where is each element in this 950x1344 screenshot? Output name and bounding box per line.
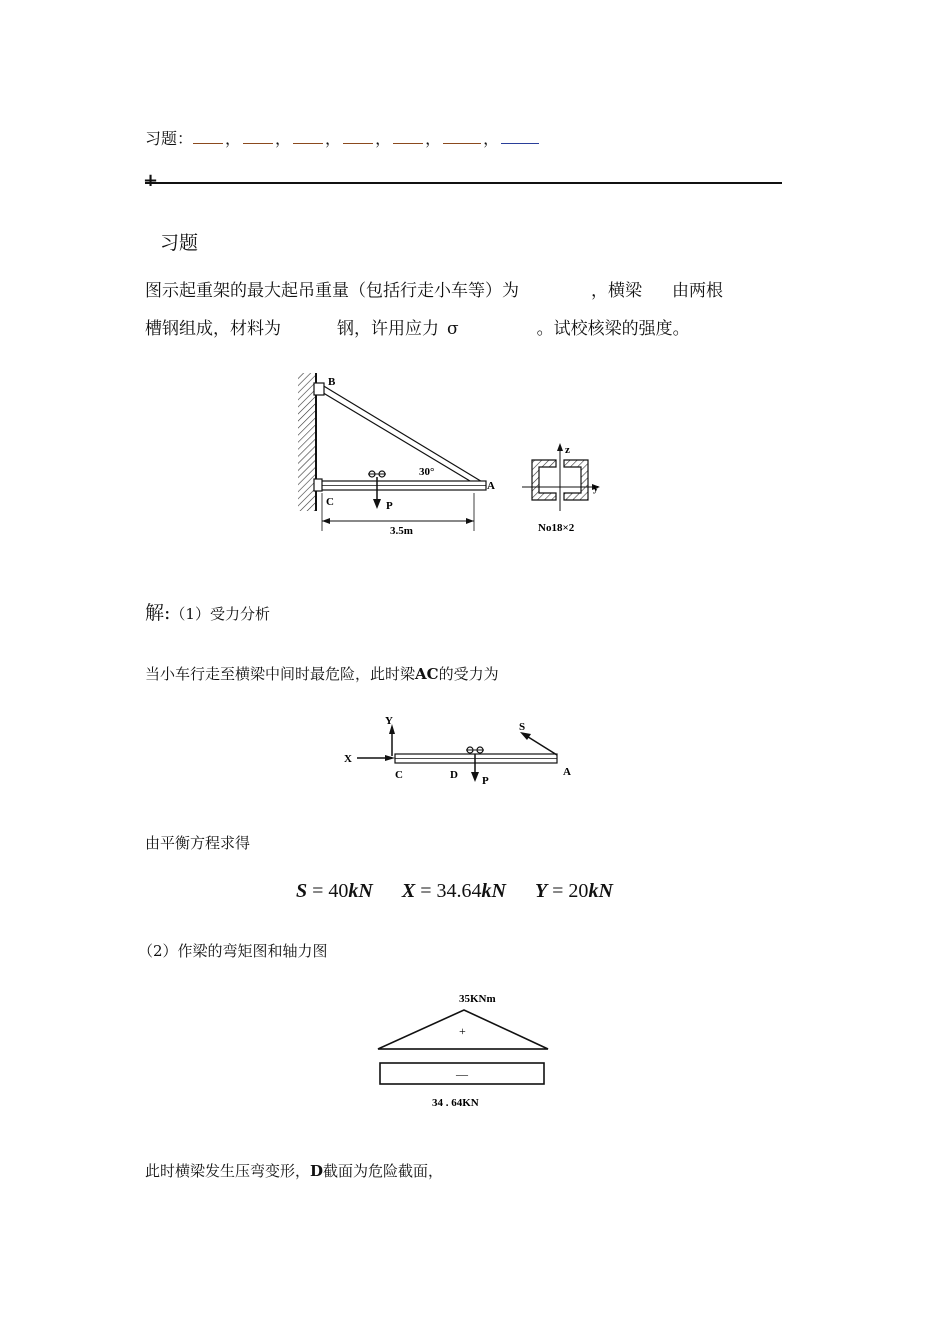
nav-link-2[interactable] <box>243 129 273 144</box>
svg-text:+: + <box>459 1024 466 1038</box>
svg-text:A: A <box>487 480 495 492</box>
svg-text:35KNm: 35KNm <box>459 993 496 1005</box>
channel-section <box>522 443 600 511</box>
svg-text:P: P <box>386 500 393 512</box>
conclusion-text: 此时横梁发生压弯变形，D截面为危险截面， <box>145 1162 444 1180</box>
equation-x: X = 34.64kN <box>401 880 506 902</box>
svg-text:C: C <box>395 769 403 781</box>
solution-heading: 解:（1）受力分析 <box>145 602 270 624</box>
equilibrium-results <box>296 880 637 903</box>
crane-frame-figure <box>290 365 620 545</box>
problem-line-1: 图示起重架的最大起吊重量（包括行走小车等）为 ，横梁 由两根 <box>145 281 723 301</box>
solution-text-1: 当小车行走至横梁中间时最危险，此时梁AC的受力为 <box>145 665 499 683</box>
nav-link-5[interactable] <box>393 129 423 144</box>
nav-label: 习题： <box>145 129 194 148</box>
section-title: 习题 <box>160 232 199 254</box>
equation-s: S = 40kN <box>296 880 373 902</box>
force-s-arrow <box>525 735 557 755</box>
svg-text:34 . 64KN: 34 . 64KN <box>432 1097 479 1109</box>
svg-text:X: X <box>344 753 352 765</box>
svg-text:y: y <box>593 482 599 494</box>
wall-hatch <box>298 373 316 511</box>
nav-link-1[interactable] <box>193 129 223 144</box>
svg-text:30°: 30° <box>419 466 435 478</box>
svg-text:No18×2: No18×2 <box>538 522 575 534</box>
nav-link-3[interactable] <box>293 129 323 144</box>
svg-text:—: — <box>456 1067 468 1081</box>
problem-line-2: 槽钢组成，材料为 钢，许用应力 σ 。试校核梁的强度。 <box>145 319 690 339</box>
svg-text:S: S <box>519 721 526 733</box>
anchor-plus-icon: + <box>143 170 159 191</box>
step-2-heading: （2）作梁的弯矩图和轴力图 <box>138 942 328 960</box>
horizontal-rule <box>145 182 782 184</box>
svg-text:D: D <box>450 769 458 781</box>
moment-axial-diagram <box>370 988 560 1114</box>
svg-text:3.5m: 3.5m <box>390 525 413 537</box>
svg-text:P: P <box>482 775 489 787</box>
free-body-figure <box>335 710 585 790</box>
hinge-b <box>314 383 324 395</box>
svg-text:z: z <box>565 444 570 456</box>
equation-y: Y = 20kN <box>534 880 613 902</box>
svg-text:B: B <box>328 376 336 388</box>
equilibrium-text: 由平衡方程求得 <box>145 834 251 852</box>
svg-text:C: C <box>326 496 334 508</box>
nav-link-7[interactable] <box>501 129 539 144</box>
nav-link-6[interactable] <box>443 129 481 144</box>
nav-link-4[interactable] <box>343 129 373 144</box>
sigma-symbol: σ <box>447 319 459 339</box>
exercise-nav: 习题： ， ， ， ， ， ， <box>145 126 539 149</box>
svg-text:A: A <box>563 766 571 778</box>
svg-text:Y: Y <box>385 715 393 727</box>
